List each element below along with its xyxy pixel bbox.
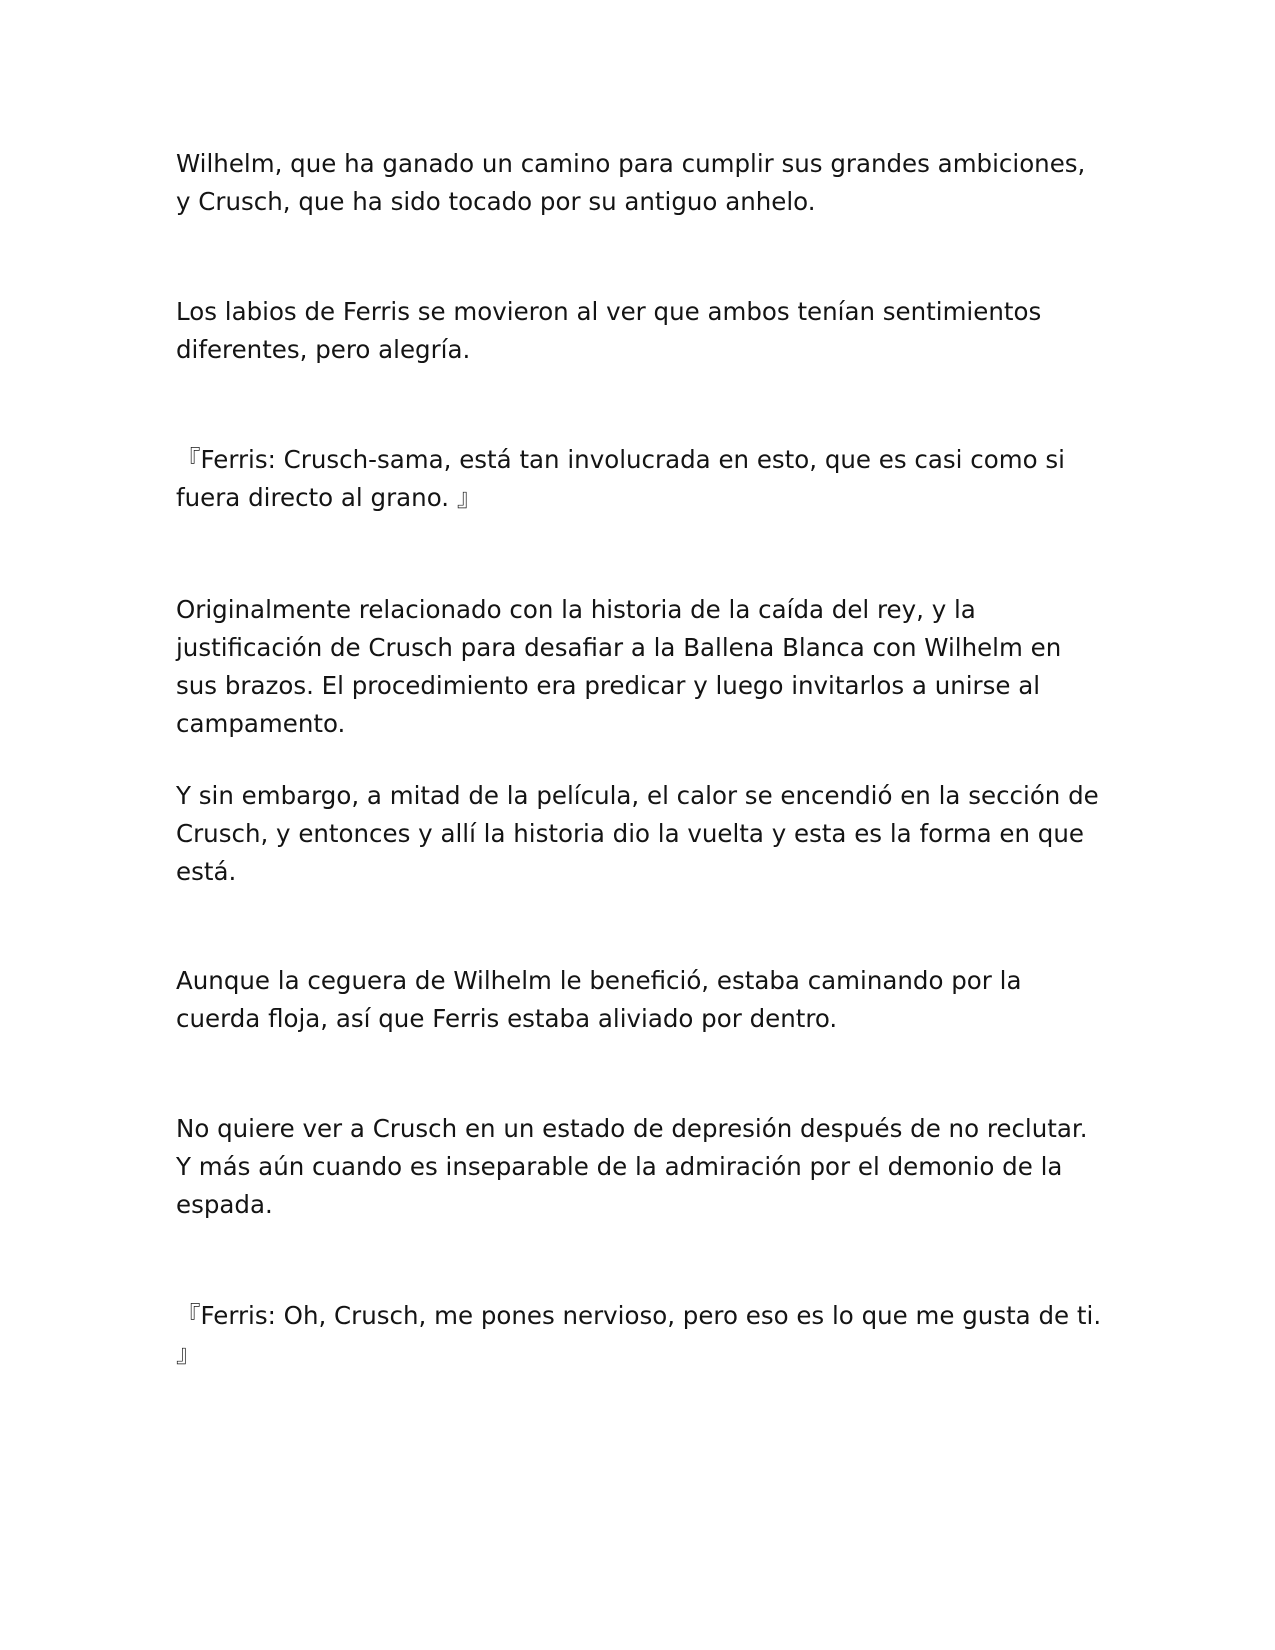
paragraph-5: Aunque la ceguera de Wilhelm le benefició, estaba caminando por la cuerda floja, así que Ferris estaba aliviado por dentro.: [176, 966, 1022, 1033]
paragraph-4: Y sin embargo, a mitad de la película, el calor se encendió en la sección de Crusch, y entonces y allí la historia dio la vuelta y esta es la forma en que está.: [176, 781, 1099, 886]
dialogue-paragraph-1: 『Ferris: Crusch-sama, está tan involucrada en esto, que es casi como si fuera directo al grano. 』: [176, 445, 1065, 512]
paragraph-2: Los labios de Ferris se movieron al ver que ambos tenían sentimientos diferentes, pero alegría.: [176, 297, 1042, 364]
dialogue-paragraph-2: 『Ferris: Oh, Crusch, me pones nervioso, pero eso es lo que me gusta de ti. 』: [176, 1301, 1102, 1368]
paragraph-6: No quiere ver a Crusch en un estado de depresión después de no reclutar. Y más aún cuando es inseparable de la admiración por el demonio de la espada.: [176, 1114, 1088, 1219]
paragraph-1: Wilhelm, que ha ganado un camino para cumplir sus grandes ambiciones, y Crusch, que ha sido tocado por su antiguo anhelo.: [176, 149, 1086, 216]
paragraph-3: Originalmente relacionado con la historia de la caída del rey, y la justificación de Crusch para desafiar a la Ballena Blanca con Wilhelm en sus brazos. El procedimiento era predicar y luego invitarlos a unirse al campamento.: [176, 595, 1062, 738]
